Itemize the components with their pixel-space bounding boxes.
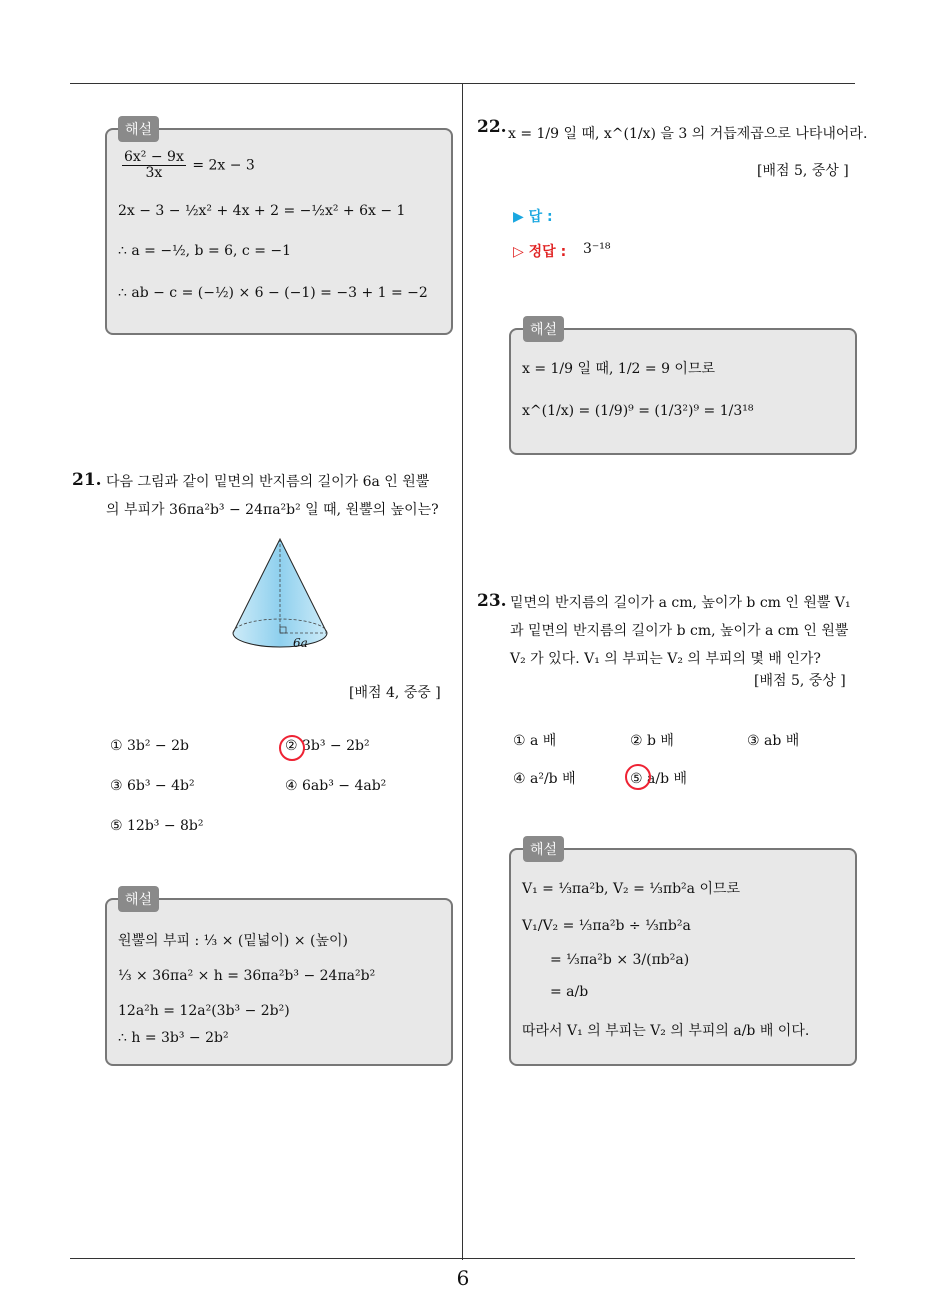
- choice-1[interactable]: ① 3b² − 2b: [110, 738, 189, 754]
- choice-3[interactable]: ③ 6b³ − 4b²: [110, 778, 195, 794]
- solution-line: ⅓ × 36πa² × h = 36πa²b³ − 24πa²b²: [118, 968, 376, 984]
- solution-line: x = 1/9 일 때, 1/2 = 9 이므로: [522, 361, 715, 377]
- solution-tag: 해설: [118, 116, 159, 142]
- cone-figure: [226, 536, 336, 658]
- solution-line: ∴ h = 3b³ − 2b²: [118, 1030, 229, 1046]
- solution-tag: 해설: [523, 836, 564, 862]
- selected-mark: [625, 764, 651, 790]
- solution-line: 12a²h = 12a²(3b³ − 2b²): [118, 1003, 290, 1019]
- solution-box-22: [509, 328, 857, 455]
- correct-answer-label: ▷ 정답 :: [513, 244, 567, 260]
- solution-line: 원뿔의 부피 : ⅓ × (밑넓이) × (높이): [118, 933, 348, 949]
- solution-line: = ⅓πa²b × 3/(πb²a): [550, 952, 690, 968]
- choice-5[interactable]: ⑤ a/b 배: [630, 771, 688, 787]
- selected-mark: [279, 735, 305, 761]
- choice-1[interactable]: ① a 배: [513, 733, 557, 749]
- score-label: [배점 5, 중상 ]: [754, 673, 846, 689]
- question-text: x = 1/9 일 때, x^(1/x) 을 3 의 거듭제곱으로 나타내어라.: [508, 126, 868, 142]
- question-text: 다음 그림과 같이 밑면의 반지름의 길이가 6a 인 원뿔 의 부피가 36πa²b³ − 24πa²b² 일 때, 원뿔의 높이는?: [106, 474, 439, 518]
- question-number: 23.: [477, 591, 507, 611]
- solution-line: = a/b: [550, 984, 589, 1000]
- cone-radius-label: 6a: [293, 636, 308, 650]
- solution-line: V₁ = ⅓πa²b, V₂ = ⅓πb²a 이므로: [522, 881, 741, 897]
- score-label: [배점 4, 중중 ]: [349, 685, 441, 701]
- column-divider: [462, 83, 463, 1260]
- choice-2[interactable]: ② b 배: [630, 733, 674, 749]
- question-text: 밑면의 반지름의 길이가 a cm, 높이가 b cm 인 원뿔 V₁ 과 밑면의 반지름의 길이가 b cm, 높이가 a cm 인 원뿔 V₂ 가 있다. V₁ 의 부피는 V₂ 의 부피의 몇 배 인가?: [510, 595, 851, 667]
- solution-line: ∴ ab − c = (−½) × 6 − (−1) = −3 + 1 = −2: [118, 285, 428, 301]
- page-number: 6: [456, 1266, 470, 1290]
- correct-answer-value: 3⁻¹⁸: [583, 241, 611, 257]
- solution-line: $\frac{\text{6x² − 9x}}{3x}$ = 2x − 3: [124, 149, 255, 181]
- choice-2[interactable]: ② 3b³ − 2b²: [285, 738, 370, 754]
- solution-line: ∴ a = −½, b = 6, c = −1: [118, 243, 292, 259]
- solution-line: 따라서 V₁ 의 부피는 V₂ 의 부피의 a/b 배 이다.: [522, 1023, 810, 1039]
- score-label: [배점 5, 중상 ]: [757, 163, 849, 179]
- question-number: 21.: [72, 470, 102, 490]
- solution-tag: 해설: [523, 316, 564, 342]
- choice-4[interactable]: ④ a²/b 배: [513, 771, 576, 787]
- solution-line: 2x − 3 − ½x² + 4x + 2 = −½x² + 6x − 1: [118, 203, 406, 219]
- choice-3[interactable]: ③ ab 배: [747, 733, 800, 749]
- bottom-rule: [70, 1258, 855, 1259]
- choice-5[interactable]: ⑤ 12b³ − 8b²: [110, 818, 204, 834]
- solution-line: x^(1/x) = (1/9)⁹ = (1/3²)⁹ = 1/3¹⁸: [522, 403, 754, 419]
- question-number: 22.: [477, 117, 507, 137]
- choice-4[interactable]: ④ 6ab³ − 4ab²: [285, 778, 387, 794]
- solution-line: V₁/V₂ = ⅓πa²b ÷ ⅓πb²a: [522, 918, 691, 934]
- solution-tag: 해설: [118, 886, 159, 912]
- answer-label: ▶ 답 :: [513, 209, 553, 225]
